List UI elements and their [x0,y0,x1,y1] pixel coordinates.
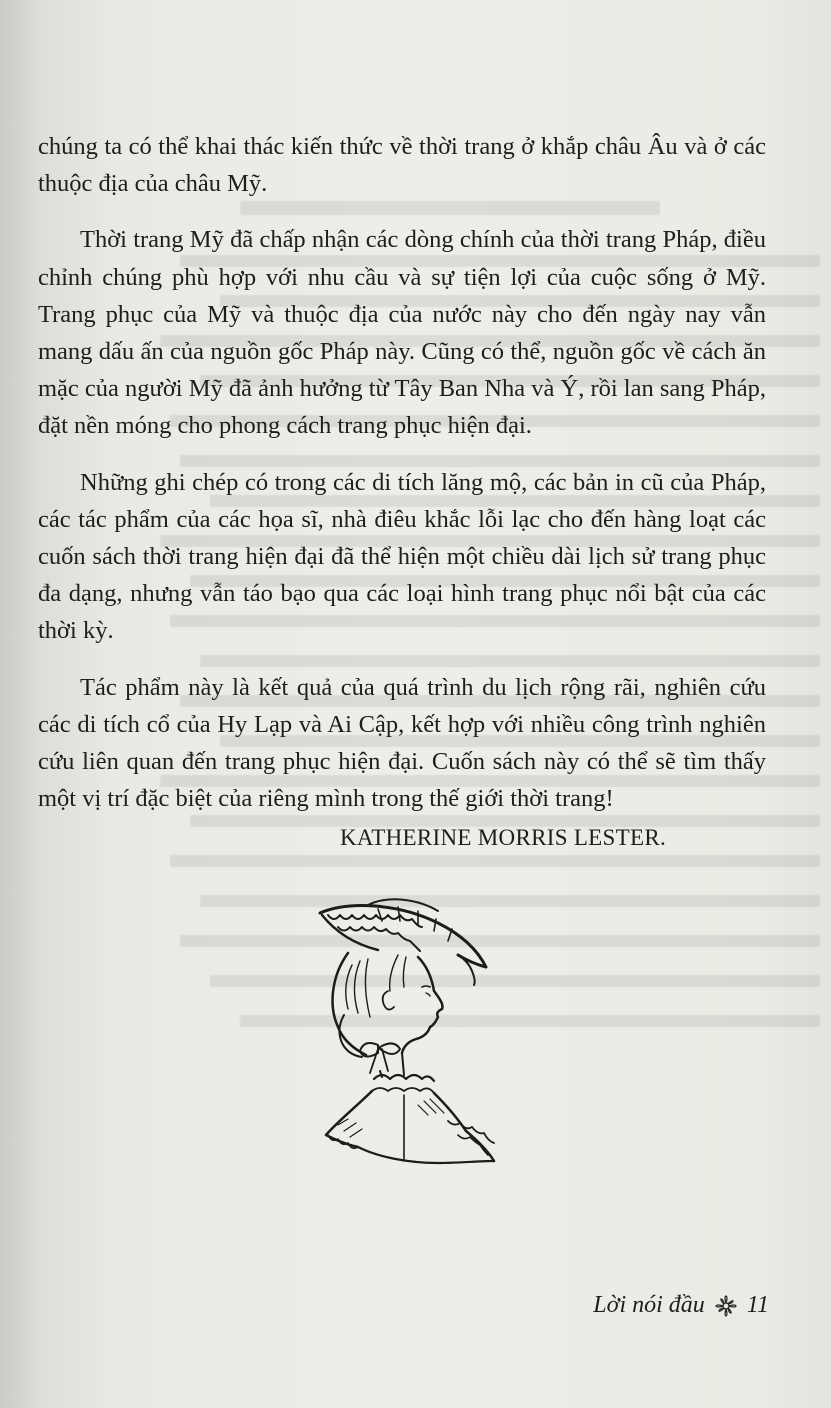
body-text [38,128,766,836]
victorian-woman-illustration [308,895,508,1185]
flower-ornament-icon [713,1295,739,1317]
paragraph: Thời trang Mỹ đã chấp nhận các dòng chính của thời trang Pháp, điều chỉnh chúng phù hợp với nhu cầu và sự tiện lợi của cuộc sống ở Mỹ. Trang phục của Mỹ và thuộc địa của nước này cho đến ngày nay vẫn mang dấu ấn của nguồn gốc Pháp này. Cũng có thể, nguồn gốc về cách ăn mặc của người Mỹ đã ảnh hưởng từ Tây Ban Nha và Ý, rồi lan sang Pháp, đặt nền móng cho phong cách trang phục hiện đại. [38,226,767,440]
paragraph: Tác phẩm này là kết quả của quá trình du lịch rộng rãi, nghiên cứu các di tích cổ của Hy Lạp và Ai Cập, kết hợp với nhiều công trình nghiên cứu liên quan đến trang phục hiện đại. Cuốn sách này có thể sẽ tìm thấy một vị trí đặc biệt của riêng mình trong thế giới thời trang! [38,673,766,813]
paragraph: Những ghi chép có trong các di tích lăng mộ, các bản in cũ của Pháp, các tác phẩm của các họa sĩ, nhà điêu khắc lỗi lạc cho đến hàng loạt các cuốn sách thời trang hiện đại đã thể hiện một chiều dài lịch sử trang phục đa dạng, nhưng vẫn táo bạo qua các loại hình trang phục nổi bật của các thời kỳ. [38,468,766,645]
author-signature: KATHERINE MORRIS LESTER. [340,825,667,850]
section-title: Lời nói đầu [593,1292,705,1318]
page-number: 11 [746,1292,769,1318]
page-footer [593,1292,769,1319]
paragraph: chúng ta có thể khai thác kiến thức về thời trang ở khắp châu Âu và ở các thuộc địa của châu Mỹ. [38,133,766,198]
